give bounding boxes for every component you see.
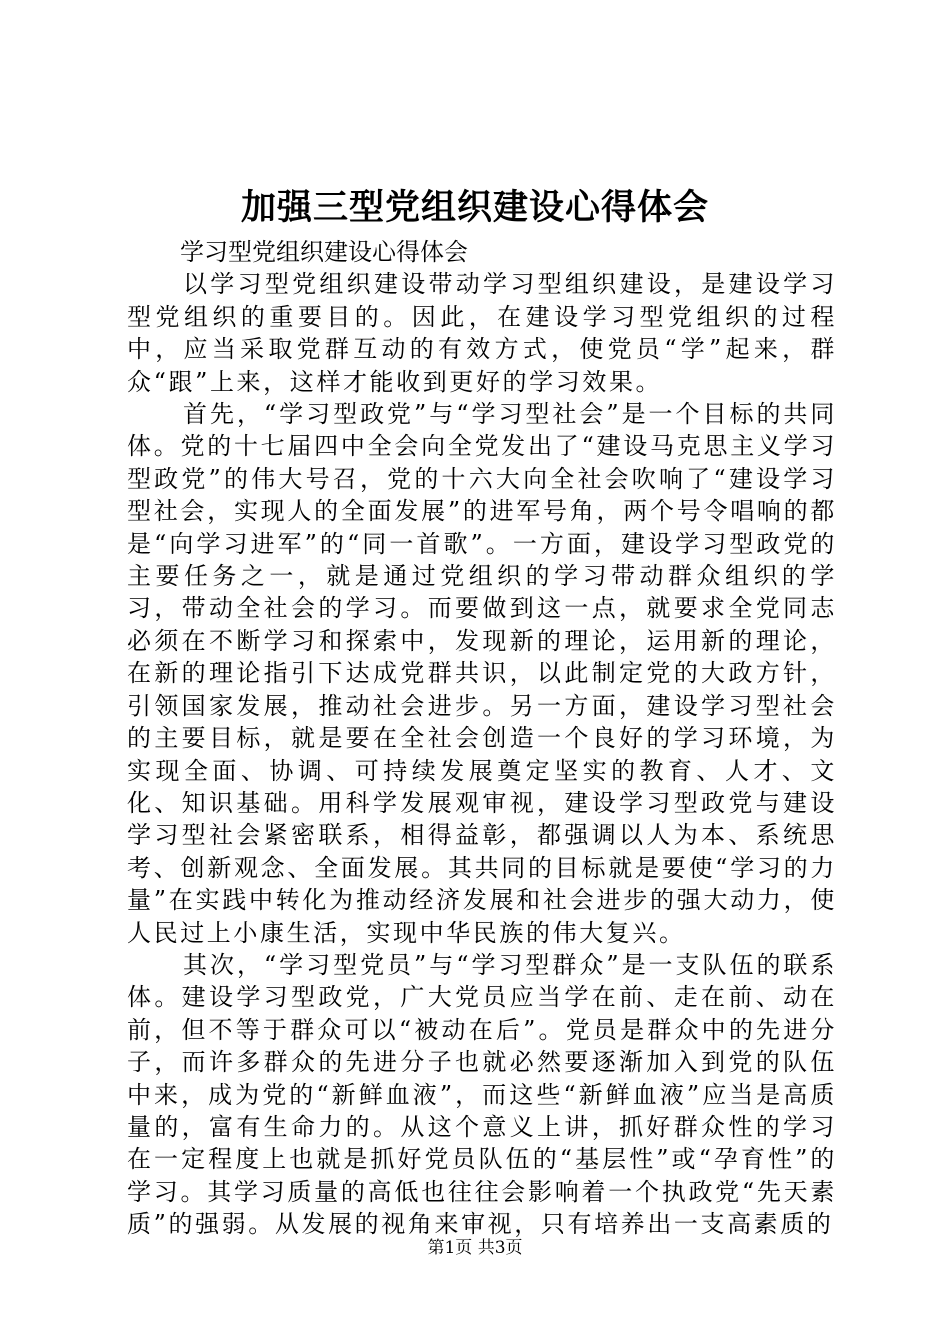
paragraph-first-point: 首先，“学习型政党”与“学习型社会”是一个目标的共同体。党的十七届四中全会向全党发出了“建设马克思主义学习型政党”的伟大号召，党的十六大向全社会吹响了“建设学习型社会，实现人的全面发展”的进军号角，两个号令唱响的都是“向学习进军”的“同一首歌”。一方面，建设学习型政党的主要任务之一，就是通过党组织的学习带动群众组织的学习，带动全社会的学习。而要做到这一点，就要求全党同志必须在不断学习和探索中，发现新的理论，运用新的理论，在新的理论指引下达成党群共识，以此制定党的大政方针，引领国家发展，推动社会进步。另一方面，建设学习型社会的主要目标，就是要在全社会创造一个良好的学习环境，为实现全面、协调、可持续发展奠定坚实的教育、人才、文化、知识基础。用科学发展观审视，建设学习型政党与建设学习型社会紧密联系，相得益彰，都强调以人为本、系统思考、创新观念、全面发展。其共同的目标就是要使“学习的力量”在实践中转化为推动经济发展和社会进步的强大动力，使人民过上小康生活，实现中华民族的伟大复兴。 [127,400,837,947]
page-number-footer: 第1页 共3页 [427,1238,523,1258]
paragraph-intro: 以学习型党组织建设带动学习型组织建设，是建设学习型党组织的重要目的。因此，在建设学习型党组织的过程中，应当采取党群互动的有效方式，使党员“学”起来，群众“跟”上来，这样才能收到更好的学习效果。 [127,270,837,396]
document-subtitle: 学习型党组织建设心得体会 [180,238,468,266]
document-title: 加强三型党组织建设心得体会 [240,187,709,228]
paragraph-second-point: 其次，“学习型党员”与“学习型群众”是一支队伍的联系体。建设学习型政党，广大党员应当学在前、走在前、动在前，但不等于群众可以“被动在后”。党员是群众中的先进分子，而许多群众的先进分子也就必然要逐渐加入到党的队伍中来，成为党的“新鲜血液”，而这些“新鲜血液”应当是高质量的，富有生命力的。从这个意义上讲，抓好群众性的学习在一定程度上也就是抓好党员队伍的“基层性”或“孕育性”的学习。其学习质量的高低也往往会影响着一个执政党“先天素质”的强弱。从发展的视角来审视，只有培养出一支高素质的 [127,950,837,1239]
document-body [127,236,837,1241]
